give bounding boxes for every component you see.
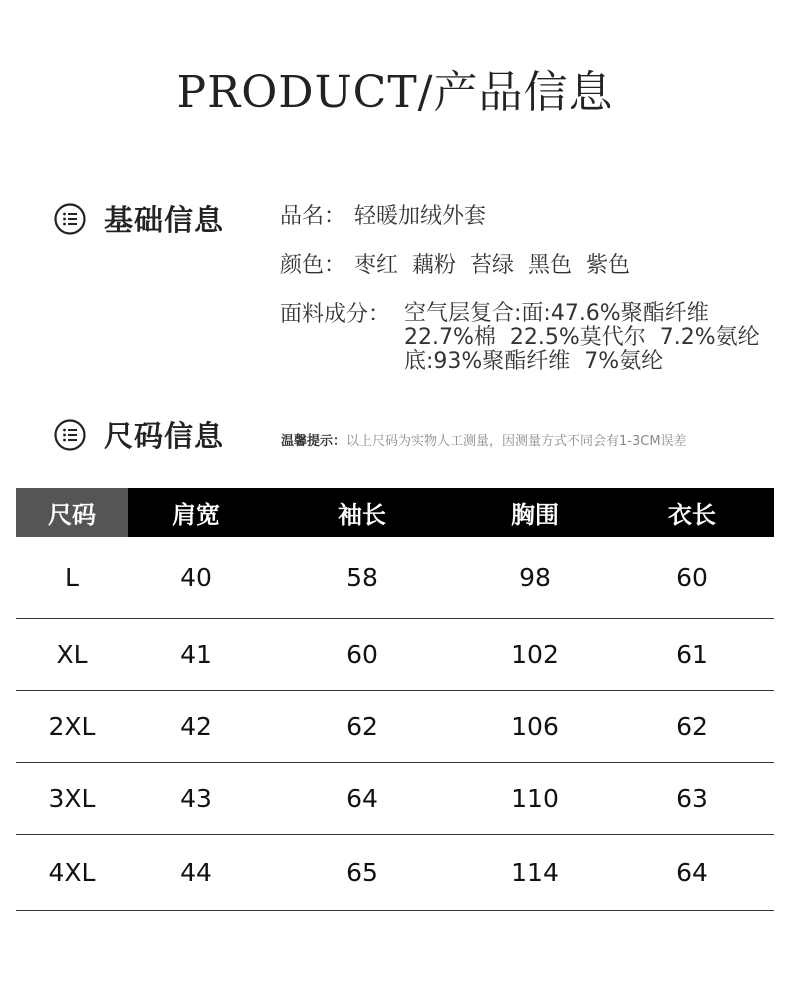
page-title: PRODUCT/产品信息 (176, 67, 614, 118)
table-header (16, 488, 774, 537)
header-length: 衣长 (668, 501, 716, 529)
list-icon (54, 419, 86, 451)
table-cell: 110 (511, 784, 559, 813)
table-cell: 44 (180, 858, 212, 887)
table-cell: 2XL (48, 712, 96, 741)
size-tip (281, 430, 687, 449)
table-cell: 60 (676, 563, 708, 592)
header-size: 尺码 (16, 488, 128, 537)
header-chest: 胸围 (511, 501, 559, 529)
table-cell: 63 (676, 784, 708, 813)
table-cell: 106 (511, 712, 559, 741)
table-cell: 58 (346, 563, 378, 592)
table-cell: 4XL (48, 858, 96, 887)
fabric-line: 底:93%聚酯纤维 7%氨纶 (404, 349, 664, 374)
table-row (16, 537, 774, 619)
fabric-label: 面料成分： (280, 302, 391, 327)
table-cell: 102 (511, 640, 559, 669)
header-shoulder: 肩宽 (172, 501, 220, 529)
table-row (16, 691, 774, 763)
list-icon (54, 203, 86, 235)
size-table (16, 488, 774, 911)
fabric-composition (404, 302, 760, 374)
fabric-row (280, 302, 390, 328)
table-cell: L (65, 563, 79, 592)
fabric-line: 22.7%棉 22.5%莫代尔 7.2%氨纶 (404, 325, 760, 350)
table-cell: 62 (346, 712, 378, 741)
table-cell: 62 (676, 712, 708, 741)
product-name-label: 品名： (280, 204, 347, 229)
table-cell: 3XL (48, 784, 96, 813)
table-cell: 40 (180, 563, 212, 592)
color-row (280, 253, 630, 279)
table-cell: XL (56, 640, 88, 669)
table-cell: 43 (180, 784, 212, 813)
table-cell: 98 (519, 563, 551, 592)
table-row (16, 619, 774, 691)
table-cell: 61 (676, 640, 708, 669)
table-cell: 64 (346, 784, 378, 813)
size-info-title: 尺码信息 (104, 419, 225, 453)
table-cell: 114 (511, 858, 559, 887)
table-cell: 65 (346, 858, 378, 887)
table-cell: 42 (180, 712, 212, 741)
table-cell: 64 (676, 858, 708, 887)
table-cell: 41 (180, 640, 212, 669)
table-row (16, 763, 774, 835)
tip-text: 以上尺码为实物人工测量，因测量方式不同会有1-3CM误差 (346, 434, 687, 449)
product-name-row (280, 204, 486, 230)
table-cell: 60 (346, 640, 378, 669)
tip-label: 温馨提示： (281, 434, 347, 449)
basic-info-heading (54, 198, 224, 239)
color-value: 枣红 藕粉 苔绿 黑色 紫色 (354, 253, 630, 278)
basic-info-title: 基础信息 (104, 203, 225, 237)
product-name-value: 轻暖加绒外套 (354, 204, 487, 229)
size-info-heading (54, 414, 224, 455)
table-row (16, 835, 774, 911)
header-sleeve: 袖长 (338, 501, 386, 529)
color-label: 颜色： (280, 253, 347, 278)
fabric-line: 空气层复合:面:47.6%聚酯纤维 (404, 301, 709, 326)
